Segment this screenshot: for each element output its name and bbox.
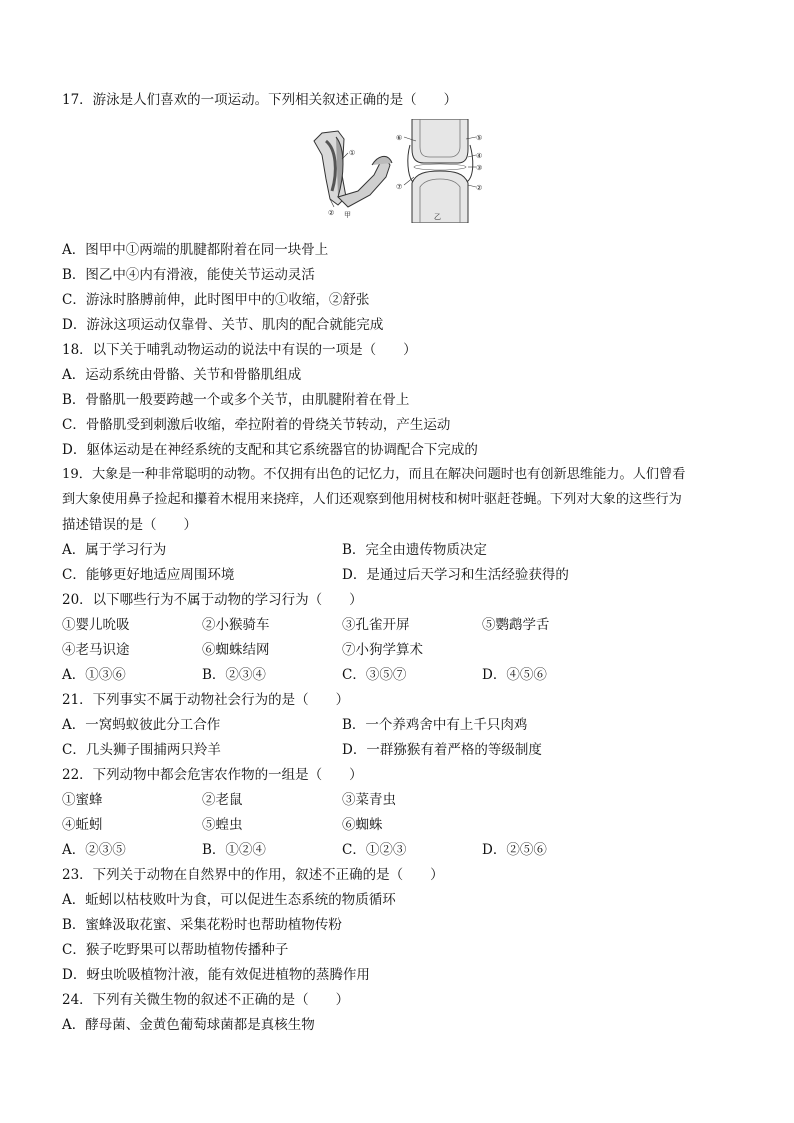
q20-option-b: B．②③④ (202, 667, 266, 683)
q21-option-a: A．一窝蚂蚁彼此分工合作 (62, 717, 221, 733)
q20-item: ④老马识途 (62, 642, 130, 658)
q23-option-c: C．猴子吃野果可以帮助植物传播种子 (62, 942, 289, 958)
q22-item: ④蚯蚓 (62, 817, 103, 833)
q18-option-b: B．骨骼肌一般要跨越一个或多个关节，由肌腱附着在骨上 (62, 392, 410, 408)
q20-item: ⑤鹦鹉学舌 (482, 617, 550, 633)
q20-option-d: D．④⑤⑥ (482, 667, 547, 683)
q17-option-c: C．游泳时胳膊前伸，此时图甲中的①收缩，②舒张 (62, 292, 370, 308)
q20-item: ②小猴骑车 (202, 617, 270, 633)
q23-option-d: D．蚜虫吮吸植物汁液，能有效促进植物的蒸腾作用 (62, 967, 370, 983)
arm-label-jia: 甲 (344, 211, 351, 219)
q20-item: ①婴儿吮吸 (62, 617, 130, 633)
q18-option-c: C．骨骼肌受到刺激后收缩，牵拉附着的骨绕关节转动，产生运动 (62, 417, 451, 433)
q22-item: ⑥蜘蛛 (342, 817, 383, 833)
q22-item: ③菜青虫 (342, 792, 396, 808)
q19-option-b: B．完全由遗传物质决定 (342, 542, 487, 558)
q17-option-b: B．图乙中④内有滑液，能使关节运动灵活 (62, 267, 315, 283)
q24-stem: 24．下列有关微生物的叙述不正确的是（ ） (62, 992, 350, 1008)
q22-option-c: C．①②③ (342, 842, 407, 858)
knee-label-yi: 乙 (434, 213, 441, 221)
q18-stem: 18．以下关于哺乳动物运动的说法中有误的一项是（ ） (62, 342, 417, 358)
q19-stem-line-3: 描述错误的是（ ） (62, 517, 197, 533)
q23-stem: 23．下列关于动物在自然界中的作用，叙述不正确的是（ ） (62, 867, 444, 883)
q22-item: ①蜜蜂 (62, 792, 103, 808)
arm-diagram (314, 131, 392, 219)
q17-option-a: A．图甲中①两端的肌腱都附着在同一块骨上 (62, 242, 329, 258)
q18-option-d: D．躯体运动是在神经系统的支配和其它系统器官的协调配合下完成的 (62, 442, 478, 458)
q17-option-d: D．游泳这项运动仅靠骨、关节、肌肉的配合就能完成 (62, 317, 384, 333)
q20-stem: 20．以下哪些行为不属于动物的学习行为（ ） (62, 592, 363, 608)
arm-label-2: ② (328, 209, 335, 217)
q19-option-c: C．能够更好地适应周围环境 (62, 567, 235, 583)
q17-figure (308, 119, 484, 223)
q20-item: ⑥蜘蛛结网 (202, 642, 270, 658)
knee-label-3-mid: ③ (476, 164, 483, 172)
q20-item: ③孔雀开屏 (342, 617, 410, 633)
knee-label-4: ④ (476, 152, 483, 160)
q22-option-d: D．②⑤⑥ (482, 842, 547, 858)
q21-option-d: D．一群猕猴有着严格的等级制度 (342, 742, 542, 758)
q22-item: ⑤蝗虫 (202, 817, 243, 833)
q18-option-a: A．运动系统由骨骼、关节和骨骼肌组成 (62, 367, 302, 383)
q20-option-a: A．①③⑥ (62, 667, 126, 683)
q22-stem: 22．下列动物中都会危害农作物的一组是（ ） (62, 767, 363, 783)
q24-option-a: A．酵母菌、金黄色葡萄球菌都是真核生物 (62, 1017, 315, 1033)
knee-label-6: ⑥ (396, 134, 403, 142)
knee-label-7: ⑦ (396, 183, 403, 191)
knee-label-5: ⑤ (476, 134, 483, 142)
q21-option-c: C．几头狮子围捕两只羚羊 (62, 742, 221, 758)
q23-option-a: A．蚯蚓以枯枝败叶为食，可以促进生态系统的物质循环 (62, 892, 396, 908)
q19-stem-line-1: 19．大象是一种非常聪明的动物。不仅拥有出色的记忆力，而且在解决问题时也有创新思维能力。人们曾看 (62, 467, 686, 482)
q20-item: ⑦小狗学算术 (342, 642, 423, 658)
knee-label-2: ② (476, 184, 483, 192)
q23-option-b: B．蜜蜂汲取花蜜、采集花粉时也帮助植物传粉 (62, 917, 342, 933)
q19-option-d: D．是通过后天学习和生活经验获得的 (342, 567, 569, 583)
q20-option-c: C．③⑤⑦ (342, 667, 407, 683)
q22-option-b: B．①②④ (202, 842, 266, 858)
q22-item: ②老鼠 (202, 792, 243, 808)
q21-stem: 21．下列事实不属于动物社会行为的是（ ） (62, 692, 350, 708)
q17-stem: 17．游泳是人们喜欢的一项运动。下列相关叙述正确的是（ ） (62, 92, 458, 108)
q22-option-a: A．②③⑤ (62, 842, 126, 858)
q19-option-a: A．属于学习行为 (62, 542, 167, 558)
arm-label-1: ① (349, 149, 356, 157)
q21-option-b: B．一个养鸡舍中有上千只肉鸡 (342, 717, 528, 733)
knee-joint-diagram (396, 119, 482, 223)
q19-stem-line-2: 到大象使用鼻子捡起和攥着木棍用来挠痒，人们还观察到他用树枝和树叶驱赶苍蝇。下列对大象的这些行为 (62, 492, 682, 507)
